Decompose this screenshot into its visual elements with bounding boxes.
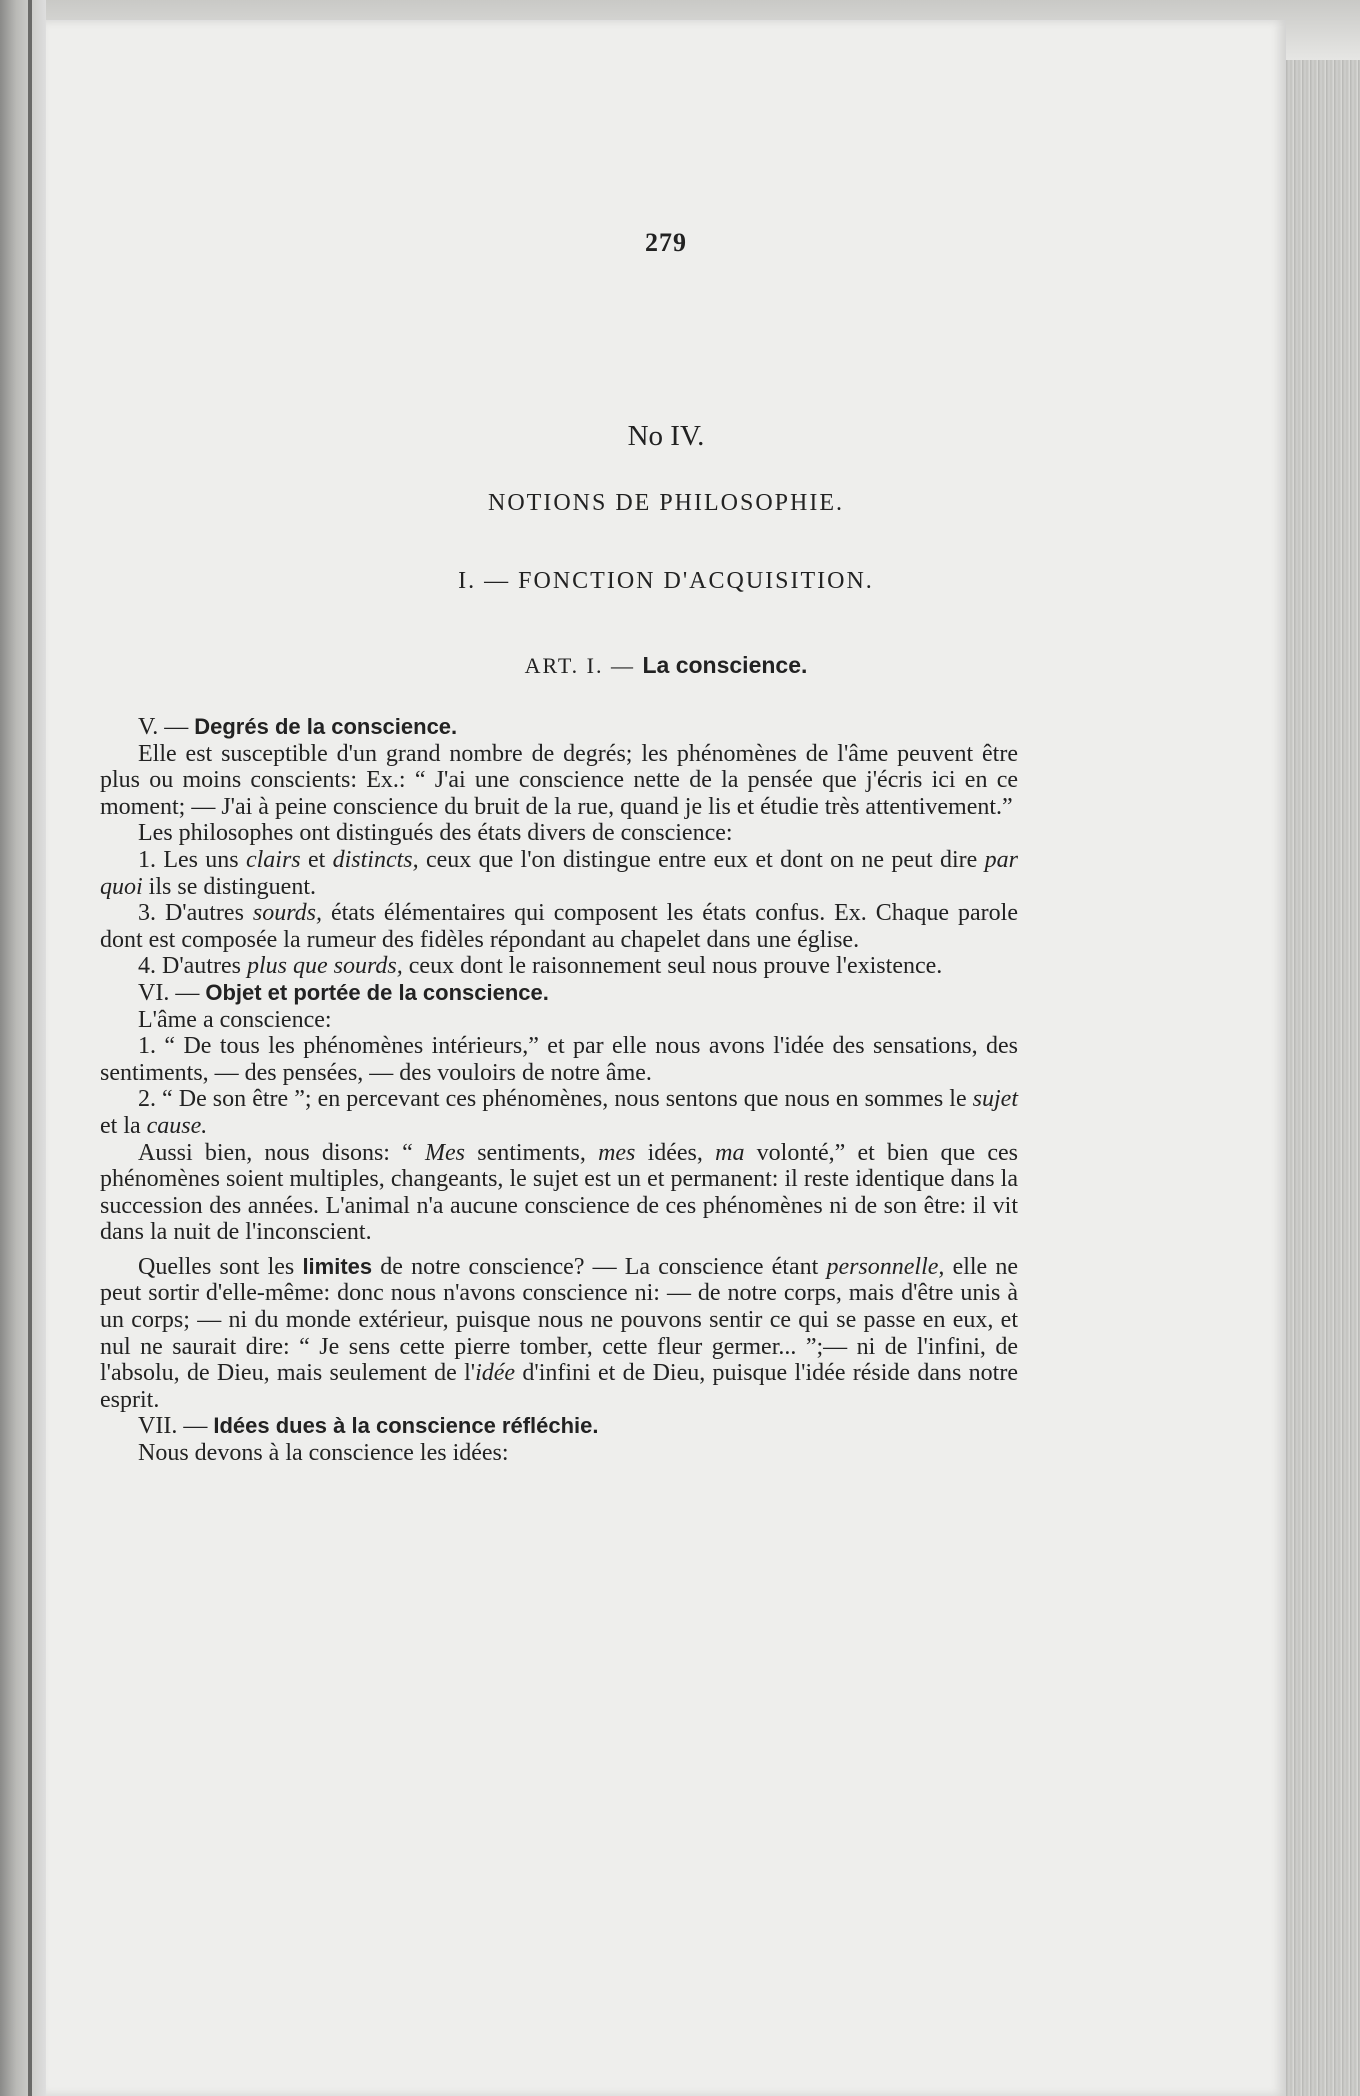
text-run: idées,	[635, 1139, 716, 1166]
paragraph: Nous devons à la conscience les idées:	[138, 1440, 509, 1467]
text-run: ceux dont le raisonnement seul nous prouve l'existence.	[402, 953, 943, 980]
paragraph: L'âme a conscience:	[138, 1006, 332, 1033]
list-item: 1. “ De tous les phénomènes intérieurs,” et par elle nous avons l'idée des sensations, des sentiments, — des pensées, — des vouloirs de notre âme.	[100, 1033, 1018, 1086]
section-num: VII. —	[138, 1413, 214, 1440]
paragraph: Elle est susceptible d'un grand nombre de degrés; les phénomènes de l'âme peuvent être plus ou moins conscients: Ex.: “ J'ai une conscience nette de la pensée que j'écris ici en ce moment; — J'ai à peine conscience du bruit de la rue, quand je lis et étudie très attentivement.”	[100, 740, 1018, 820]
section-title-text: Objet et portée de la conscience.	[205, 979, 549, 1005]
italic-run: cause.	[146, 1112, 208, 1139]
section-title: NOTIONS DE PHILOSOPHIE.	[488, 490, 844, 516]
italic-run: plus que sourds,	[246, 953, 403, 980]
italic-run: clairs	[245, 846, 301, 873]
italic-run: Mes	[425, 1139, 465, 1166]
text-run: Aussi bien, nous disons: “	[138, 1139, 426, 1166]
section-title-text: Degrés de la conscience.	[194, 714, 458, 739]
book-left-edge	[0, 0, 46, 2096]
list-item	[100, 847, 1018, 900]
text-run: 4. D'autres	[138, 953, 247, 980]
text-run: 1. Les uns	[138, 846, 246, 873]
section-num: VI. —	[138, 979, 206, 1006]
text-run: volonté,” et bien que ces phénomènes soient multiples, changeants, le sujet est un et permanent: il reste identique dans la succession des années. L'animal n'a aucune conscience de ces phénomènes ni de son être: il vit dans la nuit de l'inconscient.	[100, 1139, 1019, 1246]
bold-run: limites	[302, 1253, 373, 1279]
number-heading: No IV.	[627, 420, 705, 452]
italic-run: distincts,	[332, 846, 419, 873]
section-num: V. —	[138, 714, 195, 740]
book-spine	[28, 0, 32, 2096]
text-run: elle ne peut sortir d'elle-même: donc nous n'avons conscience ni: — de notre corps, mais d'être unis à un corps; — ni du monde extérieur, puisque nous ne pouvons sentir ce qui se passe en eux, et nul ne saurait dire: “ Je sens cette pierre tomber, cette fleur germer... ”;— ni de l'infini, de l'absolu, de Dieu, mais seulement de l'	[100, 1253, 1019, 1387]
article-name: La conscience.	[642, 652, 808, 678]
italic-run: mes	[598, 1139, 636, 1166]
text-run: 2. “ De son être ”; en percevant ces phénomènes, nous sentons que nous en sommes le	[138, 1086, 973, 1113]
section-heading-vi	[100, 980, 1018, 1007]
section-heading-vii	[100, 1413, 1018, 1440]
italic-run: sourds,	[252, 900, 323, 927]
text-run: et la	[100, 1112, 147, 1139]
text-run: Quelles sont les	[138, 1253, 303, 1280]
text-run: ceux que l'on distingue entre eux et dont on ne peut dire	[418, 846, 985, 873]
paragraph	[100, 1254, 1018, 1414]
section-heading-v	[100, 714, 1018, 741]
text-run: et	[300, 846, 333, 873]
list-item	[100, 953, 1018, 980]
italic-run: ma	[715, 1139, 745, 1166]
section-title-text: Idées dues à la conscience réfléchie.	[213, 1413, 599, 1439]
list-item	[100, 1086, 1018, 1139]
article-prefix: ART. I. —	[524, 653, 643, 678]
page-number: 279	[645, 228, 687, 257]
list-item	[100, 900, 1018, 953]
text-run: ils se distinguent.	[142, 873, 317, 900]
paragraph	[100, 1140, 1018, 1246]
article-title	[46, 650, 1286, 680]
paragraph: Les philosophes ont distingués des états divers de conscience:	[138, 820, 733, 847]
text-run: 3. D'autres	[138, 900, 253, 927]
page-stack-edge	[1286, 60, 1360, 2096]
italic-run: sujet	[972, 1086, 1018, 1113]
text-run: de notre conscience? — La conscience étant	[372, 1253, 827, 1280]
page-body	[100, 714, 1018, 1467]
italic-run: personnelle,	[826, 1253, 945, 1280]
part-title: I. — FONCTION D'ACQUISITION.	[458, 568, 874, 594]
italic-run: idée	[475, 1360, 516, 1387]
text-run: sentiments,	[465, 1139, 599, 1166]
text-run: états élémentaires qui composent les états confus. Ex. Chaque parole dont est composée la rumeur des fidèles répondant au chapelet dans une église.	[100, 900, 1018, 953]
text-run: d'infini et de Dieu, puisque l'idée réside dans notre esprit.	[100, 1360, 1018, 1413]
italic-run: par quoi	[100, 846, 1018, 900]
